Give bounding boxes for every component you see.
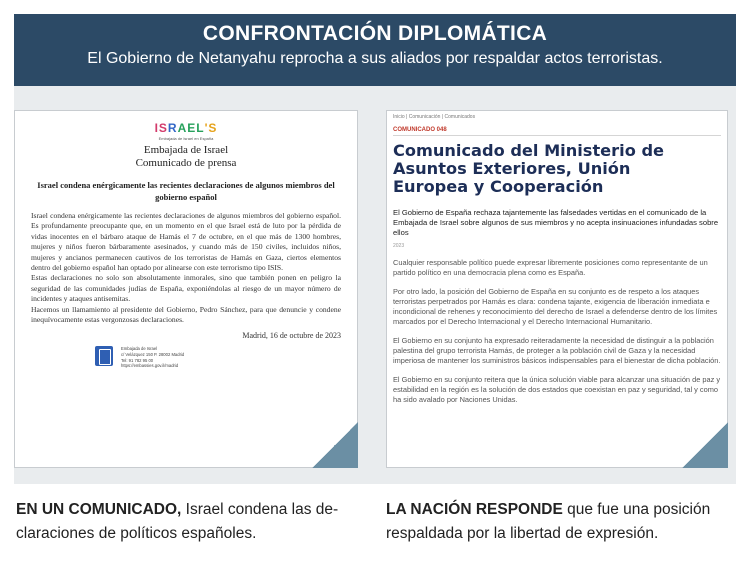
statement-tag: COMUNICADO 048 xyxy=(393,127,447,133)
embassy-title: Embajada de Israel Comunicado de prensa xyxy=(135,144,237,169)
embassy-logo: ISRAEL'S xyxy=(154,121,218,135)
spain-ministry-statement xyxy=(386,110,728,468)
documents-panel xyxy=(14,86,736,484)
emblem-icon xyxy=(95,346,113,366)
header-banner xyxy=(14,14,736,86)
header-title: CONFRONTACIÓN DIPLOMÁTICA xyxy=(202,22,548,45)
statement-paragraph: Cualquier responsable político puede expresar libremente posiciones como representante de un partido político en una democracia plena como es España. xyxy=(393,258,708,277)
divider xyxy=(393,135,721,136)
press-footer xyxy=(31,346,341,368)
logo-subtitle: Embajada de Israel en España xyxy=(158,136,214,141)
caption-left: EN UN COMUNICADO, Israel condena las declaraciones de políticos españoles. xyxy=(16,501,339,542)
statement-title: Comunicado del Ministerio de Asuntos Exteriores, Unión Europea y Cooperación xyxy=(393,141,665,196)
press-paragraph: Estas declaraciones no solo son absolutamente inmorales, sino que también ponen en peligro la seguridad de las comunidades judías de España, exponiéndolas al riesgo de un mayor número de incidentes y ataques antisemitas. xyxy=(31,273,341,304)
press-date: Madrid, 16 de octubre de 2023 xyxy=(242,331,341,341)
press-paragraph: Israel condena enérgicamente las recientes declaraciones de algunos miembros del gobierno español. Es profundamente preocupante que, en un momento en el que Israel está de luto por la pérdida de vidas inocentes en el bárbaro ataque de Hamás el 7 de octubre, en el que más de 1300 hombres, mujeres y niños fueron bárbaramente asesinados, y cuando más de 150 civiles, incluidos niños, mujeres y ancianos permanecen cautivos de los terroristas de Hamás en Gaza, ciertos elementos dentro del gobierno español han optado por alinearse con este terrorismo tipo ISIS. xyxy=(31,211,341,273)
statement-lead: El Gobierno de España rechaza tajantemente las falsedades vertidas en el comunicado de la Embajada de Israel sobre algunos de sus miembros y no acepta insinuaciones infundadas sobre ellos xyxy=(393,208,719,237)
press-paragraph: Hacemos un llamamiento al presidente del Gobierno, Pedro Sánchez, para que denuncie y condene inequívocamente estas vergonzosas declaraciones. xyxy=(31,304,341,325)
caption-right: LA NACIÓN RESPONDE que fue una posición respaldada por la libertad de expresión. xyxy=(386,501,711,542)
statement-paragraph: El Gobierno en su conjunto reitera que la única solución viable para alcanzar una situación de paz y estabilidad en la región es la solución de dos estados que coexistan en paz y seguridad, tal y como ha sido avalado por Naciones Unidas. xyxy=(393,375,721,404)
header-subtitle: El Gobierno de Netanyahu reprocha a sus aliados por respaldar actos terroristas. xyxy=(87,50,663,67)
statement-paragraph: El Gobierno en su conjunto ha expresado reiteradamente la necesidad de distinguir a la población palestina del grupo terrorista Hamás, de proteger a la población civil de Gaza y la necesidad imperiosa de mantener los suministros básicos indispensables para el bienestar de dicha población. xyxy=(393,336,721,365)
press-body xyxy=(31,211,341,325)
embassy-address: Embajada de Israel c/ Velázquez 150 P. 28002 Madrid Tel: 91 782 95 00 https://embassies.gov.il/madrid xyxy=(121,346,185,369)
israel-press-release xyxy=(14,110,358,468)
statement-date: 2023 xyxy=(393,243,405,249)
statement-paragraph: Por otro lado, la posición del Gobierno de España en su conjunto es de respeto a los ataques terroristas perpetrados por Hamás es clara: condena tajante, exigencia de liberación inmediata e incondicional de rehenes y reconocimiento del derecho de Israel a defenderse dentro de los límites marcados por el Derecho Internacional y el Derecho Internacional Humanitario. xyxy=(393,287,718,326)
corner-accent xyxy=(682,422,728,468)
breadcrumb: Inicio | Comunicación | Comunicados xyxy=(393,114,476,120)
corner-accent xyxy=(312,422,358,468)
press-headline: Israel condena enérgicamente las recientes declaraciones de algunos miembros del gobierno español xyxy=(37,180,335,202)
